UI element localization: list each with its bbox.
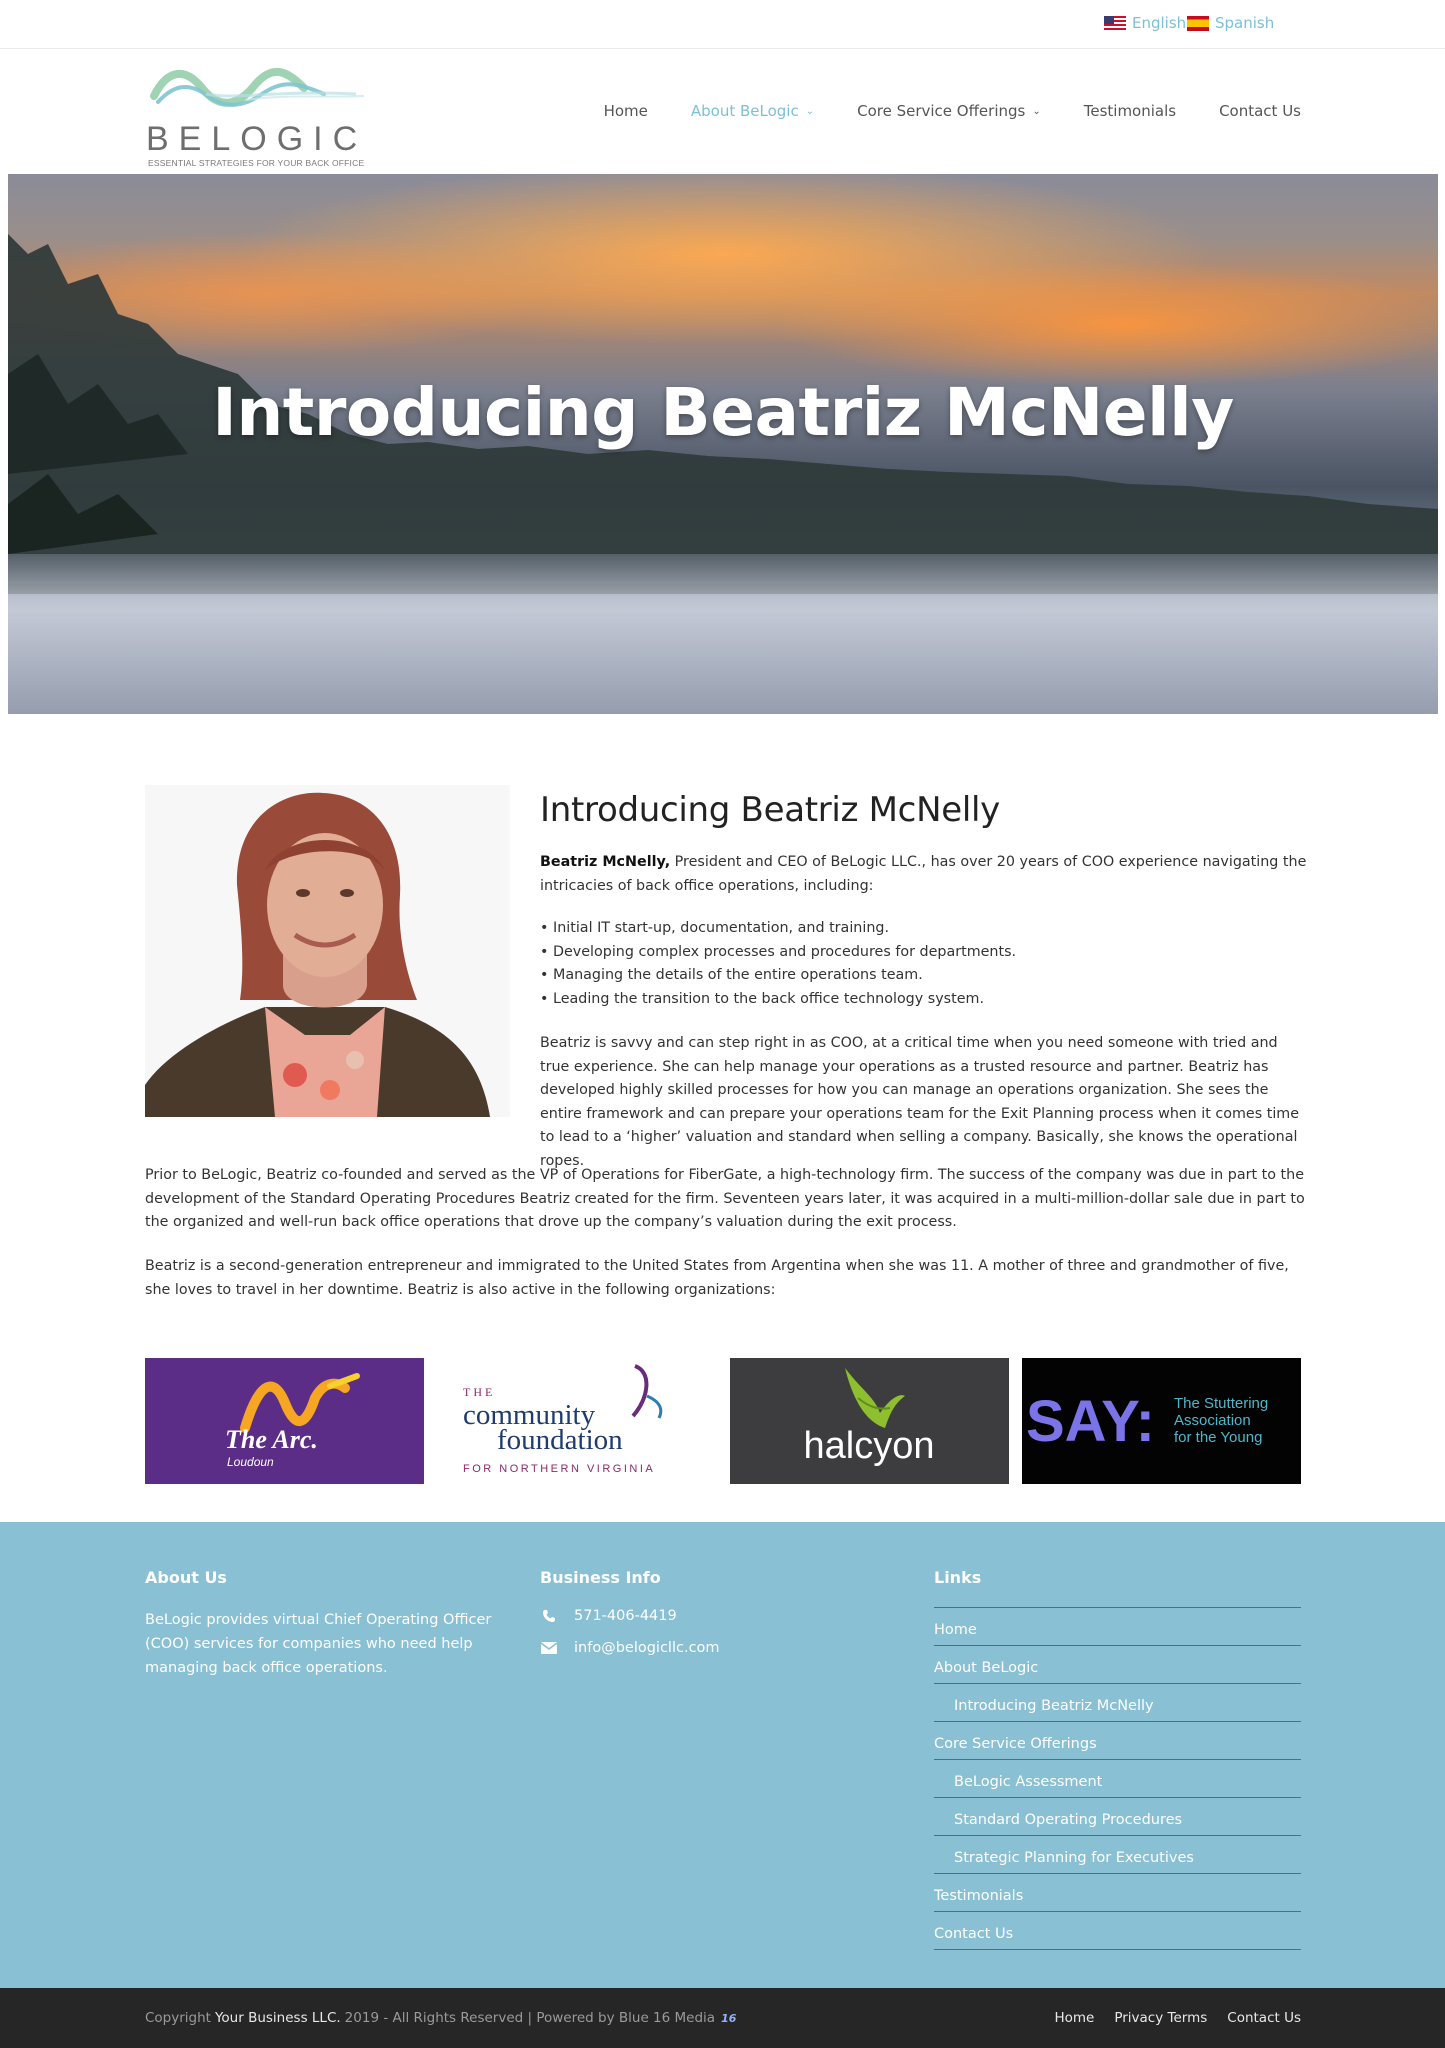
footer-links-heading: Links <box>934 1568 982 1587</box>
bottom-link-privacy-terms[interactable]: Privacy Terms <box>1114 2010 1208 2026</box>
nav-contact-label: Contact Us <box>1219 102 1301 120</box>
main-nav <box>561 102 1301 120</box>
say-name: SAY: <box>1026 1389 1155 1454</box>
cf-line4: FOR NORTHERN VIRGINIA <box>463 1463 656 1475</box>
cf-line1: THE <box>463 1385 496 1399</box>
footer-link-strategic-planning[interactable]: Strategic Planning for Executives <box>934 1836 1301 1874</box>
hero-banner <box>8 174 1438 714</box>
footer-link-contact-us[interactable]: Contact Us <box>934 1912 1301 1950</box>
phone-icon <box>540 1609 558 1623</box>
bottom-bar <box>0 1988 1445 2048</box>
org-logo-community-foundation[interactable] <box>437 1358 716 1484</box>
paragraph-fibergate: Prior to BeLogic, Beatriz co-founded and served as the VP of Operations for FiberGate, a high-technology firm. The success of the company was due in part to the development of the Standard Operating Procedures Beatriz created for the firm. Seventeen years later, it was acquired in a multi-million-dollar sale due in part to the organized and well-run back office operations that drove up the company’s valuation during the exit process. <box>145 1167 1305 1230</box>
language-english-label: English <box>1132 14 1187 32</box>
us-flag-icon <box>1104 16 1126 31</box>
footer-link-about-belogic[interactable]: About BeLogic <box>934 1646 1301 1684</box>
footer-link-testimonials[interactable]: Testimonials <box>934 1874 1301 1912</box>
language-spanish-link[interactable] <box>1187 14 1274 32</box>
beatriz-portrait <box>145 785 510 1117</box>
footer-about-text: BeLogic provides virtual Chief Operating Officer (COO) services for companies who need help managing back office operations. <box>145 1612 492 1676</box>
footer-link-core-service-offerings[interactable]: Core Service Offerings <box>934 1722 1301 1760</box>
language-spanish-label: Spanish <box>1215 14 1275 32</box>
org-logo-say[interactable] <box>1022 1358 1301 1484</box>
say-line1: The Stuttering <box>1174 1395 1269 1412</box>
list-item: • Initial IT start-up, documentation, and training. <box>540 920 890 936</box>
footer-link-introducing-beatriz[interactable]: Introducing Beatriz McNelly <box>934 1684 1301 1722</box>
list-item: • Managing the details of the entire operations team. <box>540 967 923 983</box>
hero-fog <box>8 554 1438 714</box>
footer-about-heading: About Us <box>145 1568 227 1587</box>
the-arc-sub: Loudoun <box>227 1455 274 1469</box>
blue16-badge-icon[interactable]: 16 <box>721 2011 737 2025</box>
footer-link-belogic-assessment[interactable]: BeLogic Assessment <box>934 1760 1301 1798</box>
footer-email-address: info@belogicllc.com <box>574 1640 720 1656</box>
the-arc-name: The Arc. <box>225 1425 318 1454</box>
community-foundation-logo-icon <box>437 1358 716 1484</box>
top-bar <box>0 0 1445 49</box>
bottom-nav <box>1034 2010 1301 2026</box>
nav-contact-us[interactable] <box>1219 102 1301 120</box>
list-item: • Leading the transition to the back office technology system. <box>540 990 984 1007</box>
footer-phone <box>540 1608 677 1624</box>
halcyon-logo-icon <box>730 1358 1009 1484</box>
say-logo-icon <box>1022 1358 1301 1484</box>
site-header <box>0 50 1445 174</box>
footer-links-list <box>934 1607 1301 1950</box>
nav-home[interactable] <box>604 102 648 120</box>
copyright-prefix: Copyright <box>145 2010 211 2026</box>
nav-home-label: Home <box>603 102 648 120</box>
nav-testimonials[interactable] <box>1084 102 1176 120</box>
footer-link-standard-operating-procedures[interactable]: Standard Operating Procedures <box>934 1798 1301 1836</box>
chevron-down-icon: ⌄ <box>1032 105 1041 117</box>
cf-line3: foundation <box>497 1424 623 1456</box>
footer-link-home[interactable]: Home <box>934 1608 1301 1646</box>
cf-line2: community <box>463 1399 596 1431</box>
intro-paragraph <box>540 851 1310 898</box>
nav-core-service-offerings[interactable] <box>857 102 1041 120</box>
footer-business-heading: Business Info <box>540 1568 661 1587</box>
hero-title: Introducing Beatriz McNelly <box>212 374 1234 451</box>
copyright-company: Your Business LLC. <box>214 2010 341 2026</box>
org-logo-halcyon[interactable] <box>730 1358 1009 1484</box>
content-title: Introducing Beatriz McNelly <box>540 790 1000 830</box>
nav-about-belogic[interactable] <box>691 102 814 120</box>
paragraph-experience: Beatriz is savvy and can step right in as COO, at a critical time when you need someone with tried and true experience. She can help manage your operations as a trusted resource and partner. Beatriz has developed highly skilled processes for how you can manage an operations organization. She sees the entire framework and can prepare your operations team for the Exit Planning process when it comes time to lead to a ‘higher’ valuation and standard when selling a company. Basically, she knows the operational ropes. <box>540 1035 1300 1169</box>
nav-core-label: Core Service Offerings <box>857 102 1026 120</box>
intro-name: Beatriz McNelly, <box>540 854 671 870</box>
footer-phone-number: 571-406-4419 <box>574 1608 677 1624</box>
say-line2: Association <box>1174 1412 1251 1429</box>
logo-wave-icon <box>146 64 368 120</box>
logo-tagline: ESSENTIAL STRATEGIES FOR YOUR BACK OFFICE <box>148 158 365 168</box>
the-arc-logo-icon <box>145 1358 424 1484</box>
halcyon-name: halcyon <box>803 1425 935 1467</box>
say-line3: for the Young <box>1174 1429 1263 1446</box>
footer-email-link[interactable] <box>540 1640 720 1656</box>
copyright-text <box>145 2010 736 2026</box>
bottom-link-home[interactable]: Home <box>1054 2010 1095 2026</box>
belogic-logo[interactable] <box>146 64 368 168</box>
language-english-link[interactable] <box>1104 14 1186 32</box>
chevron-down-icon: ⌄ <box>805 105 815 117</box>
nav-testimonials-label: Testimonials <box>1083 102 1177 120</box>
org-logo-the-arc[interactable] <box>145 1358 424 1484</box>
logo-wordmark: BELOGIC <box>146 120 368 158</box>
intro-text: President and CEO of BeLogic LLC., has over 20 years of COO experience navigating the intricacies of back office operations, including: <box>540 854 1307 894</box>
nav-about-label: About BeLogic <box>690 102 799 120</box>
experience-list <box>540 917 1016 1011</box>
paragraph-background: Beatriz is a second-generation entrepreneur and immigrated to the United States from Argentina when she was 11. A mother of three and grandmother of five, she loves to travel in her downtime. Beatriz is also active in the following organizations: <box>145 1258 1289 1298</box>
bottom-link-contact-us[interactable]: Contact Us <box>1227 2010 1301 2026</box>
envelope-icon <box>540 1642 558 1654</box>
copyright-suffix: 2019 - All Rights Reserved | Powered by Blue 16 Media <box>344 2010 716 2026</box>
site-footer <box>0 1522 1445 1988</box>
portrait-image <box>145 785 510 1117</box>
spain-flag-icon <box>1187 16 1209 31</box>
list-item: • Developing complex processes and procedures for departments. <box>540 943 1017 960</box>
